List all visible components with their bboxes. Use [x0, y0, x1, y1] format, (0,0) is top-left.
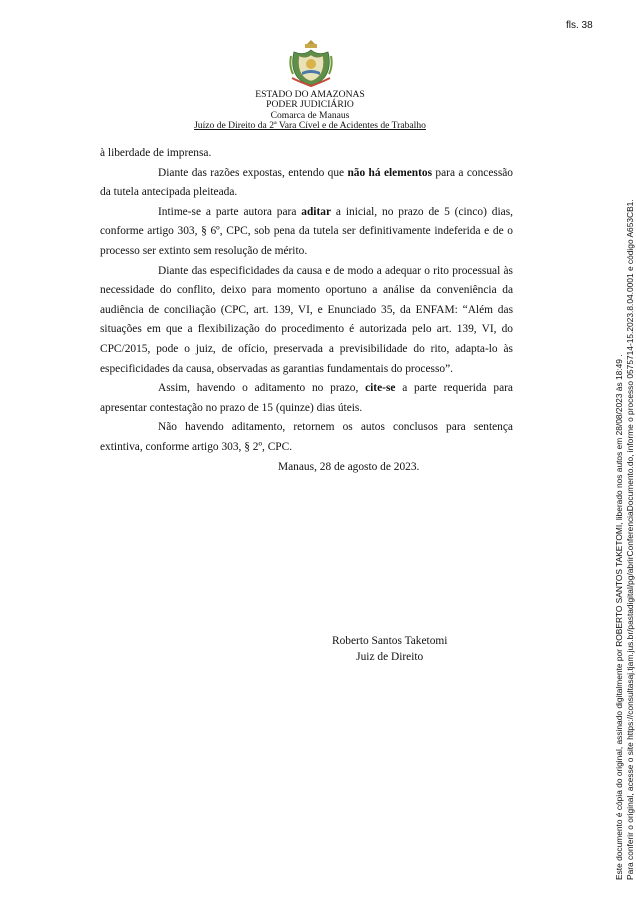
margin-note-line-1: Este documento é cópia do original, assinado digitalmente por ROBERTO SANTOS TAKETOMI, liberado nos autos em 28/08/2023 às 18:49 . — [614, 354, 624, 880]
paragraph-2-bold: não há elementos — [347, 166, 433, 179]
paragraph-4: Diante das especificidades da causa e de modo a adequar o rito processual às necessidade do conflito, deixo para momento oportuno a análise da conveniência da audiência de conciliação (CPC, art. 139, VI, e Enunciado 35, da ENFAM: “Além das situações em que a flexibilização do procedimento é autorizada pelo art. 139, VI, do CPC/2015, pode o juiz, de ofício, preservada a previsibilidade do rito, adapta-lo às especificidades da causa, observadas as garantias fundamentais do processo”. — [100, 264, 513, 375]
paragraph-5 — [100, 379, 513, 418]
header-court: Juízo de Direito da 2ª Vara Cível e de Acidentes de Trabalho — [194, 120, 426, 132]
paragraph-2 — [100, 164, 513, 203]
header-district: Comarca de Manaus — [270, 109, 350, 121]
header-state: ESTADO DO AMAZONAS — [255, 89, 365, 100]
page-number: fls. 38 — [566, 20, 593, 31]
paragraph-2-text-end: para a concessão da tutela antecipada pleiteada. — [100, 166, 513, 199]
paragraph-2-text: Diante das razões expostas, entendo que — [158, 166, 348, 179]
document-header — [150, 90, 470, 132]
margin-note-line-2: Para conferir o original, acesse o site https://consultasaj.tjam.jus.br/pastadigital/pg/abrirConferenciaDocumento.do, informe o processo 0575714-15.2023.8.04.0001 e código A653CB1. — [624, 199, 635, 880]
header-branch: PODER JUDICIÁRIO — [266, 99, 354, 111]
paragraph-5-bold: cite-se — [365, 382, 396, 395]
verification-margin-note — [614, 110, 635, 880]
coat-of-arms-icon — [288, 38, 334, 88]
paragraph-1: à liberdade de imprensa. — [100, 147, 212, 159]
judge-title: Juiz de Direito — [356, 650, 424, 663]
paragraph-3-text-end: a inicial, no prazo de 5 (cinco) dias, conforme artigo 303, § 6º, CPC, sob pena da tutela ser definitivamente indeferida e de o processo ser extinto sem resolução de mérito. — [100, 205, 513, 257]
paragraph-3-text: Intime-se a parte autora para — [158, 205, 302, 218]
paragraph-3-bold: aditar — [301, 205, 332, 218]
paragraph-5-text: Assim, havendo o aditamento no prazo, — [158, 382, 366, 395]
paragraph-6: Não havendo aditamento, retornem os autos conclusos para sentença extintiva, conforme artigo 303, § 2º, CPC. — [100, 421, 513, 453]
date-line: Manaus, 28 de agosto de 2023. — [278, 460, 420, 473]
paragraph-5-text-end: a parte requerida para apresentar contestação no prazo de 15 (quinze) dias úteis. — [100, 382, 513, 414]
judge-name: Roberto Santos Taketomi — [332, 635, 448, 647]
paragraph-3 — [100, 203, 513, 262]
decision-body — [100, 144, 513, 477]
signature-block — [332, 634, 447, 666]
